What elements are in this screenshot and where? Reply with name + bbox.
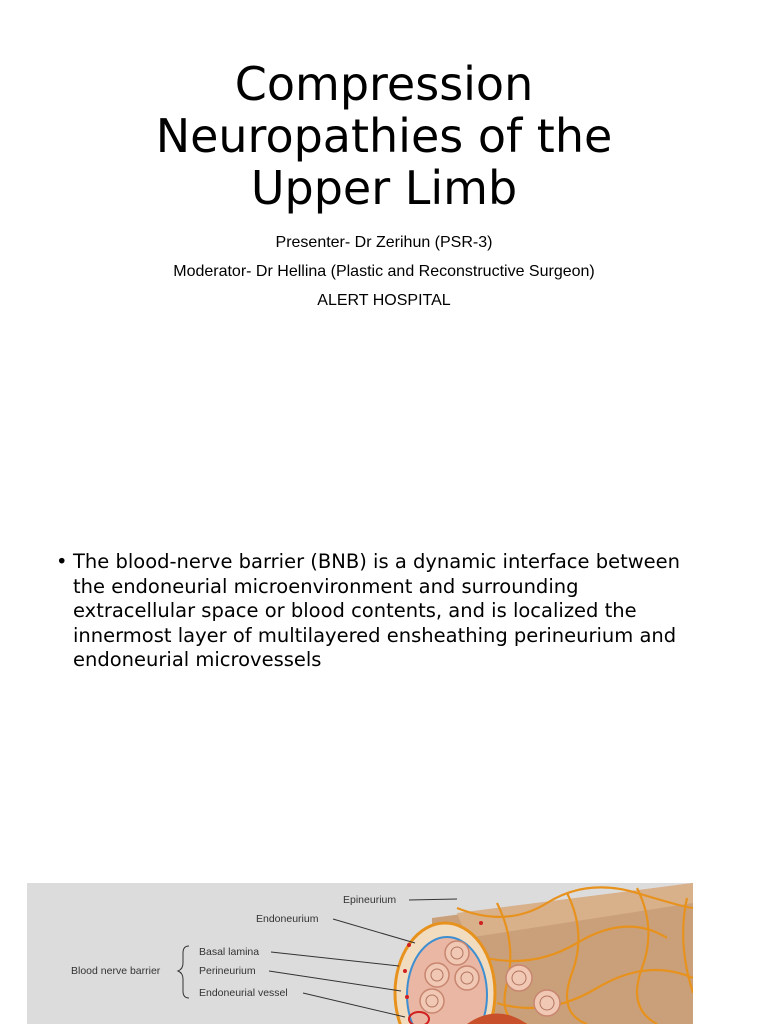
- slide-subtitle: [64, 228, 704, 315]
- hospital-line: ALERT HOSPITAL: [317, 292, 451, 309]
- bullet-item: [56, 550, 706, 673]
- label-epineurium: Epineurium: [343, 894, 397, 906]
- label-perineurium: Perineurium: [199, 965, 256, 977]
- label-endoneurium: Endoneurium: [256, 913, 319, 925]
- nerve-anatomy-figure: [27, 883, 693, 1024]
- title-line-2: Neuropathies of the: [155, 109, 613, 163]
- label-basal-lamina: Basal lamina: [199, 946, 260, 958]
- moderator-line: Moderator- Dr Hellina (Plastic and Reconstructive Surgeon): [173, 263, 595, 280]
- presenter-line: Presenter- Dr Zerihun (PSR-3): [275, 234, 493, 251]
- title-line-1: Compression: [234, 57, 534, 111]
- bullet-text: The blood-nerve barrier (BNB) is a dynamic interface between the endoneurial microenvironment and surrounding extracellular space or blood contents, and is localized the innermost layer of multilayered ensheathing perineurium and endoneurial microvessels: [73, 550, 681, 671]
- label-endoneurial-vessel: Endoneurial vessel: [199, 987, 288, 999]
- label-blood-nerve-barrier: Blood nerve barrier: [71, 965, 161, 977]
- bullet-symbol: •: [56, 550, 68, 573]
- slide-title: [64, 58, 704, 214]
- title-line-3: Upper Limb: [250, 161, 518, 215]
- content-slide: [0, 512, 768, 1024]
